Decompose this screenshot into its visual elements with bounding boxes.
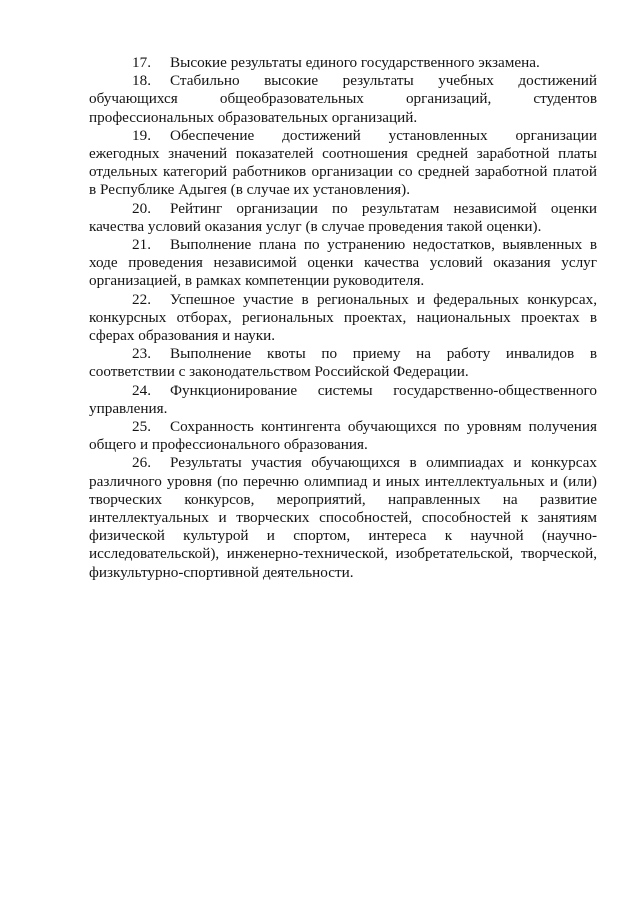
item-number: 18.: [132, 72, 151, 90]
item-number: 24.: [132, 381, 151, 399]
list-item: [89, 454, 597, 581]
item-number: 21.: [132, 236, 151, 254]
list-item: [89, 200, 597, 236]
list-item: [89, 236, 597, 291]
item-number: 19.: [132, 126, 151, 144]
item-number: 26.: [132, 454, 151, 472]
criteria-list: [89, 54, 597, 582]
item-text: Успешное участие в региональных и федеральных конкурсах, конкурсных отборах, региональных проектах, национальных проектах в сферах образования и науки.: [89, 290, 597, 345]
item-text: Рейтинг организации по результатам независимой оценки качества условий оказания услуг (в случае проведения такой оценки).: [89, 199, 597, 235]
list-item: [89, 54, 597, 72]
item-text: Выполнение квоты по приему на работу инвалидов в соответствии с законодательством Российской Федерации.: [89, 345, 597, 381]
item-text: Сохранность контингента обучающихся по уровням получения общего и профессионального образования.: [89, 418, 597, 454]
list-item: [89, 127, 597, 200]
item-number: 17.: [132, 54, 151, 71]
item-number: 20.: [132, 199, 151, 217]
item-number: 22.: [132, 290, 151, 308]
item-number: 25.: [132, 418, 151, 436]
list-item: [89, 345, 597, 381]
item-text: Результаты участия обучающихся в олимпиадах и конкурсах различного уровня (по перечню олимпиад и иных интеллектуальных и (или) творческих конкурсов, мероприятий, направленных на развитие интеллектуальных и творческих способностей, способностей к занятиям физической культурой и спортом, интереса к научной (научно-исследовательской), инженерно-технической, изобретательской, творческой, физкультурно-спортивной деятельности.: [89, 454, 597, 581]
list-item: [89, 382, 597, 418]
list-item: [89, 291, 597, 346]
item-text: Выполнение плана по устранению недостатков, выявленных в ходе проведения независимой оценки качества условий оказания услуг организацией, в рамках компетенции руководителя.: [89, 236, 597, 290]
item-number: 23.: [132, 345, 151, 363]
item-text: Стабильно высокие результаты учебных достижений обучающихся общеобразовательных организаций, студентов профессиональных образовательных организаций.: [89, 72, 597, 126]
item-text: Обеспечение достижений установленных организации ежегодных значений показателей соотношения средней заработной платы отдельных категорий работников организации со средней заработной платой в Республике Адыгея (в случае их установления).: [89, 126, 597, 199]
list-item: [89, 72, 597, 127]
item-text: Функционирование системы государственно-общественного управления.: [89, 381, 597, 417]
item-text: Высокие результаты единого государственного экзамена.: [170, 54, 540, 71]
list-item: [89, 418, 597, 454]
